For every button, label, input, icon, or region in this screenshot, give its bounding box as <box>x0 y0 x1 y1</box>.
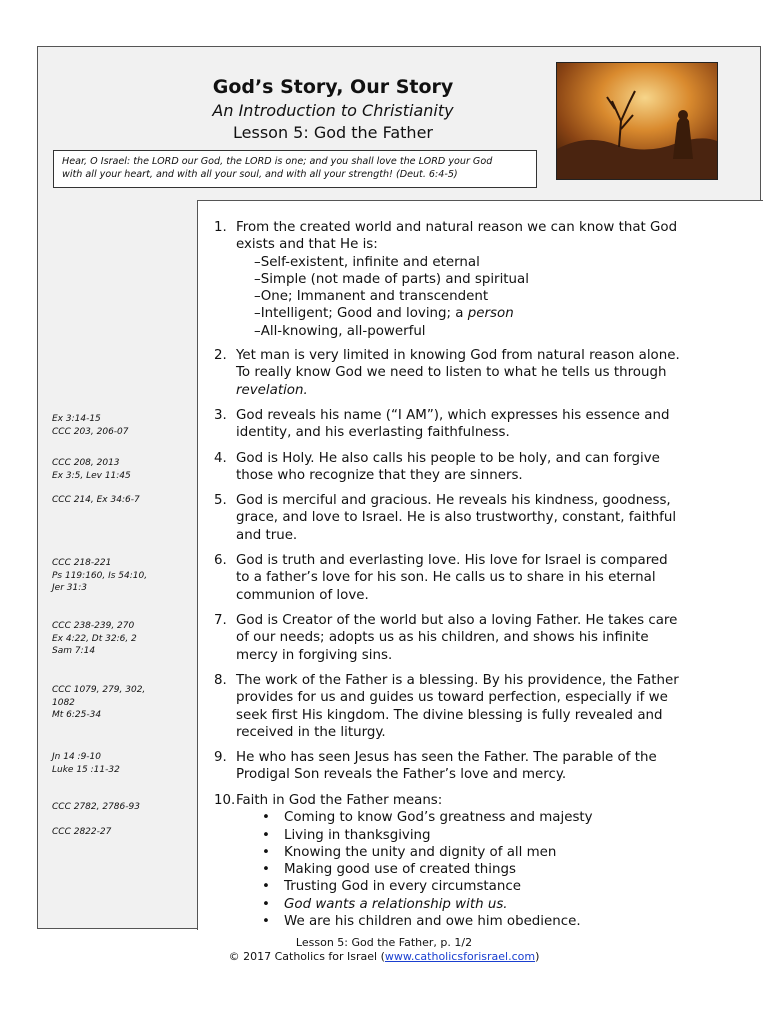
ref-line: CCC 238-239, 270 <box>52 621 135 631</box>
item-number: 3. <box>214 408 227 423</box>
header-painting-image <box>556 62 718 180</box>
item-line: Prodigal Son reveals the Father’s love and mercy. <box>236 767 567 783</box>
item-line: To really know God we need to listen to what he tells us through <box>236 365 667 381</box>
item-number: 5. <box>214 493 227 508</box>
ref-line: CCC 1079, 279, 302, <box>52 685 146 695</box>
ref-group-7 <box>52 620 137 658</box>
footer-copyright <box>0 950 768 963</box>
item-line: God is truth and everlasting love. His love for Israel is compared <box>236 553 668 568</box>
item-number: 9. <box>214 750 227 765</box>
item-number: 4. <box>214 451 227 466</box>
ref-line: Ex 4:22, Dt 32:6, 2 <box>52 633 137 644</box>
ref-line: CCC 214, Ex 34:6-7 <box>52 495 140 505</box>
list-item-3 <box>214 407 709 442</box>
attribute-line: –One; Immanent and transcendent <box>254 289 489 305</box>
copyright-close: ) <box>535 950 540 963</box>
item-line: provides for us and guides us toward perfection, especially if we <box>236 690 668 706</box>
attribute-text: –Intelligent; Good and loving; a <box>254 306 468 322</box>
attribute-line <box>254 305 709 322</box>
item-line: From the created world and natural reason we can know that God <box>236 220 678 235</box>
ref-line: Ps 119:160, Is 54:10, <box>52 570 148 581</box>
ref-group-4 <box>52 457 131 482</box>
item-line: God is Holy. He also calls his people to be holy, and can forgive <box>236 451 660 466</box>
ref-group-9 <box>52 751 120 776</box>
item-line: of our needs; adopts us as his children, and shows his infinite <box>236 630 649 646</box>
list-item-2 <box>214 347 709 399</box>
ref-group-10b <box>52 826 111 839</box>
item-line: grace, and love to Israel. He is also trustworthy, constant, faithful <box>236 510 677 526</box>
item-line: Faith in God the Father means: <box>236 793 443 808</box>
list-item-8 <box>214 672 709 741</box>
bullet-item: • Trusting God in every circumstance <box>262 878 709 895</box>
scripture-quote-box <box>53 150 537 188</box>
attribute-emphasis: person <box>467 306 514 322</box>
ref-line: 1082 <box>52 697 75 708</box>
item-line: and true. <box>236 527 298 543</box>
ref-line: CCC 2782, 2786-93 <box>52 802 140 812</box>
quote-line-2: with all your heart, and with all your soul, and with all your strength! (Deut. 6:4-5) <box>62 169 458 180</box>
ref-group-3 <box>52 413 129 438</box>
item-line: Yet man is very limited in knowing God from natural reason alone. <box>236 348 680 363</box>
item-line: God reveals his name (“I AM”), which expresses his essence and <box>236 408 670 423</box>
ref-group-5 <box>52 494 140 507</box>
item-line: God is Creator of the world but also a loving Father. He takes care <box>236 613 678 628</box>
bullet-item: • We are his children and owe him obedience. <box>262 913 709 930</box>
item-line: seek first His kingdom. The divine blessing is fully revealed and <box>236 707 663 723</box>
list-item-9 <box>214 749 709 784</box>
item-line: identity, and his everlasting faithfulness. <box>236 425 510 441</box>
bullet-item: • Knowing the unity and dignity of all men <box>262 844 709 861</box>
list-item-7 <box>214 612 709 664</box>
copyright-text: © 2017 Catholics for Israel ( <box>228 950 385 963</box>
item-line: communion of love. <box>236 587 369 603</box>
item-line: He who has seen Jesus has seen the Father. The parable of the <box>236 750 657 765</box>
page-title: God’s Story, Our Story <box>212 76 454 98</box>
ref-line: Mt 6:25-34 <box>52 710 102 720</box>
ref-line: CCC 208, 2013 <box>52 458 120 468</box>
ref-group-6 <box>52 557 147 595</box>
ref-line: Ex 3:14-15 <box>52 414 101 424</box>
item-number: 10. <box>214 793 236 808</box>
website-link[interactable]: www.catholicsforisrael.com <box>384 950 536 963</box>
bullet-item: • Making good use of created things <box>262 861 709 878</box>
page-subtitle: An Introduction to Christianity <box>212 101 454 120</box>
attribute-line: –Self-existent, infinite and eternal <box>254 254 480 270</box>
faith-bullet-list <box>262 809 709 930</box>
list-item-1 <box>214 219 709 340</box>
item-line: mercy in forgiving sins. <box>236 647 393 663</box>
item-number: 1. <box>214 220 227 235</box>
lesson-heading: Lesson 5: God the Father <box>233 123 433 142</box>
ref-group-10a <box>52 801 140 814</box>
ref-line: Ex 3:5, Lev 11:45 <box>52 470 131 481</box>
ref-group-8 <box>52 684 145 722</box>
item-line: those who recognize that they are sinners. <box>236 468 523 484</box>
item-line: to a father’s love for his son. He calls us to share in his eternal <box>236 570 656 586</box>
ref-line: Jn 14 :9-10 <box>52 752 101 762</box>
lesson-content-panel <box>197 200 763 930</box>
painting-illustration <box>557 63 717 179</box>
bullet-item: • Coming to know God’s greatness and majesty <box>262 809 709 826</box>
ref-line: Sam 7:14 <box>52 646 96 656</box>
list-item-10 <box>214 792 709 930</box>
item-line: received in the liturgy. <box>236 724 386 740</box>
ref-line: Jer 31:3 <box>52 583 87 593</box>
list-item-5 <box>214 492 709 544</box>
item-line: The work of the Father is a blessing. By his providence, the Father <box>236 673 679 688</box>
bullet-item: • God wants a relationship with us. <box>262 896 709 913</box>
item-line-emphasis: revelation. <box>236 382 308 398</box>
item-line: God is merciful and gracious. He reveals his kindness, goodness, <box>236 493 671 508</box>
item-line: exists and that He is: <box>236 237 378 253</box>
ref-line: CCC 218-221 <box>52 558 112 568</box>
attribute-line: –All-knowing, all-powerful <box>254 323 426 339</box>
item-number: 7. <box>214 613 227 628</box>
item-number: 6. <box>214 553 227 568</box>
item-number: 8. <box>214 673 227 688</box>
bullet-item: • Living in thanksgiving <box>262 827 709 844</box>
ref-line: CCC 2822-27 <box>52 827 112 837</box>
list-item-6 <box>214 552 709 604</box>
ref-line: CCC 203, 206-07 <box>52 426 129 437</box>
lesson-page-frame <box>37 46 761 929</box>
list-item-4 <box>214 450 709 485</box>
footer-page-label: Lesson 5: God the Father, p. 1/2 <box>295 936 473 949</box>
attribute-line: –Simple (not made of parts) and spiritual <box>254 271 529 287</box>
item-number: 2. <box>214 348 227 363</box>
ref-line: Luke 15 :11-32 <box>52 764 120 775</box>
quote-line-1: Hear, O Israel: the LORD our God, the LORD is one; and you shall love the LORD your God <box>62 156 493 167</box>
